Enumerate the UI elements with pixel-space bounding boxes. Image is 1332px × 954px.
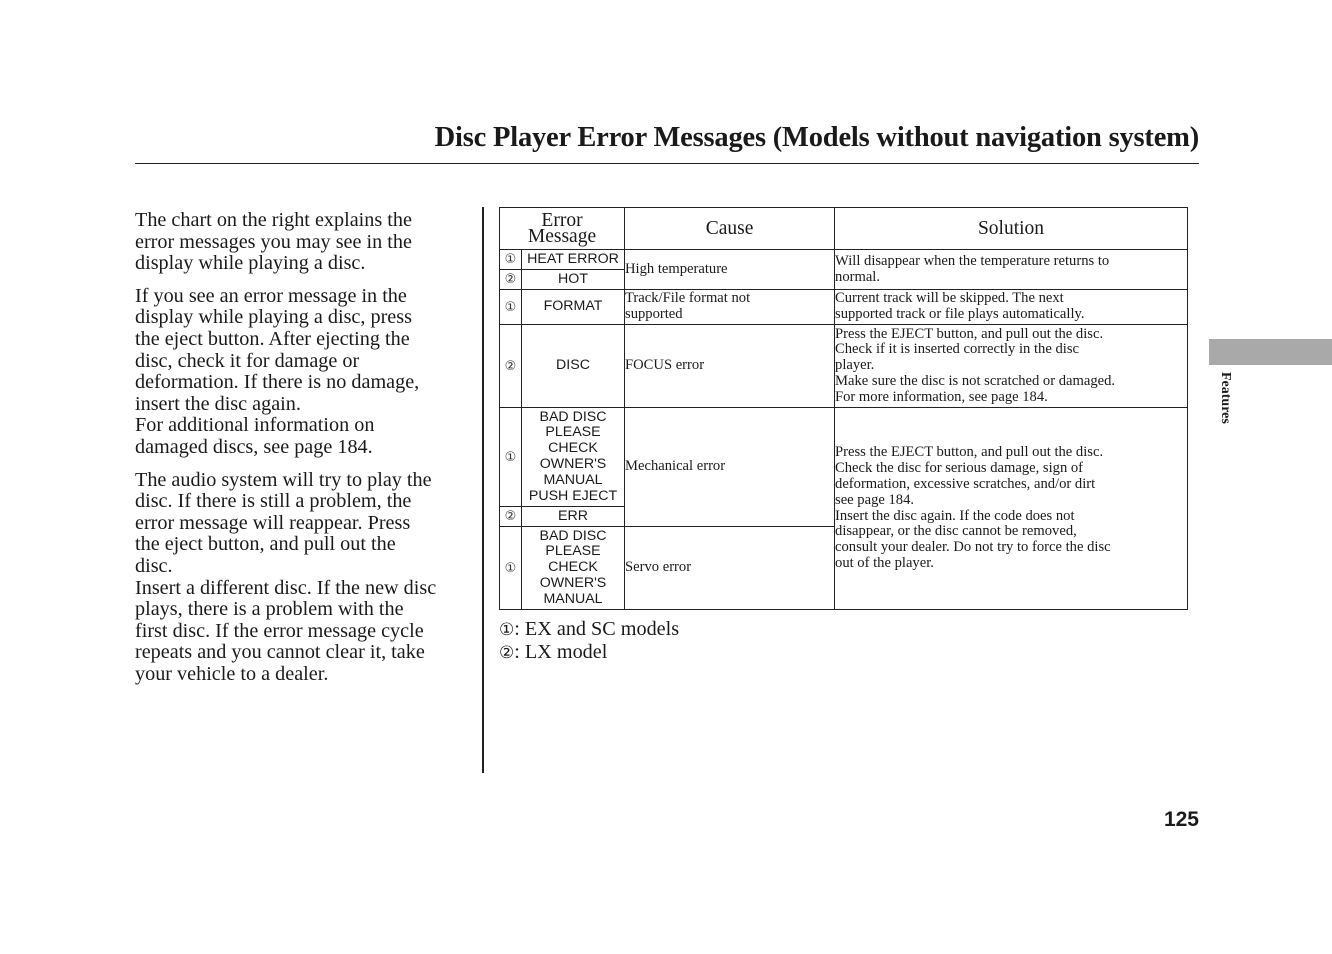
solution-cell (835, 408, 1188, 610)
column-divider (482, 207, 484, 773)
solution-line: For more information, see page 184. (835, 388, 1048, 405)
legend-row (499, 618, 679, 641)
model-mark: ① (500, 250, 522, 270)
text-line: plays, there is a problem with the (135, 598, 404, 621)
text-line: disc. If there is still a problem, the (135, 490, 412, 513)
text-line: your vehicle to a dealer. (135, 662, 329, 685)
message-line: PUSH EJECT (528, 487, 618, 504)
text-line: repeats and you cannot clear it, take (135, 641, 425, 664)
message-line: OWNER'S (539, 574, 607, 591)
legend-text: : EX and SC models (514, 618, 680, 640)
solution-line: see page 184. (835, 491, 915, 508)
solution-line: Check the disc for serious damage, sign of (835, 460, 1084, 477)
message-line: MANUAL (543, 590, 603, 607)
solution-line: deformation, excessive scratches, and/or dirt (835, 475, 1096, 492)
text-line: display while playing a disc, press (135, 306, 412, 329)
solution-line: Make sure the disc is not scratched or damaged. (835, 372, 1116, 389)
header-line: Message (527, 225, 597, 247)
solution-line: out of the player. (835, 554, 934, 571)
cause-line: supported (625, 306, 683, 322)
error-message-cell (522, 527, 625, 610)
message-line: BAD DISC (539, 408, 607, 425)
text-line: the eject button. After ejecting the (135, 327, 410, 350)
cause-cell: FOCUS error (625, 325, 835, 408)
message-line: PLEASE (545, 543, 601, 560)
table-row (500, 325, 1188, 408)
model-mark: ① (500, 408, 522, 507)
solution-line: player. (835, 357, 875, 374)
cause-cell: High temperature (625, 250, 835, 290)
table-header-row (500, 208, 1188, 250)
page-number: 125 (1163, 808, 1199, 831)
solution-line: Press the EJECT button, and pull out the disc. (835, 325, 1104, 342)
text-line: The chart on the right explains the (135, 209, 412, 231)
solution-line: supported track or file plays automatically. (835, 306, 1085, 322)
legend-mark: ① (499, 620, 515, 640)
header-error-message (500, 208, 625, 250)
cause-line: Track/File format not (625, 290, 751, 307)
solution-line: Press the EJECT button, and pull out the disc. (835, 444, 1104, 461)
message-line: CHECK (548, 559, 598, 576)
error-message-cell: FORMAT (522, 290, 625, 325)
solution-line: consult your dealer. Do not try to force the disc (835, 539, 1111, 556)
intro-paragraph-1 (135, 210, 471, 275)
legend-row (499, 641, 679, 664)
message-line: BAD DISC (539, 527, 607, 544)
header-solution: Solution (835, 208, 1188, 250)
section-label: Features (1218, 372, 1233, 424)
message-line: PLEASE (545, 424, 601, 441)
text-line: error message will reappear. Press (135, 511, 411, 534)
message-line: MANUAL (543, 471, 603, 488)
model-mark: ① (500, 527, 522, 610)
header-line: Error (541, 209, 583, 231)
solution-line: Current track will be skipped. The next (835, 290, 1064, 307)
text-line: first disc. If the error message cycle (135, 619, 424, 642)
error-message-cell: ERR (522, 507, 625, 527)
intro-text (135, 210, 471, 696)
solution-line: Will disappear when the temperature returns to (835, 252, 1110, 269)
title-divider (135, 163, 1199, 164)
error-message-cell: DISC (522, 325, 625, 408)
page-title: Disc Player Error Messages (Models without navigation system) (434, 122, 1199, 153)
error-message-cell: HEAT ERROR (522, 250, 625, 270)
solution-line: disappear, or the disc cannot be removed, (835, 523, 1077, 540)
legend-text: : LX model (514, 641, 608, 663)
error-message-cell (522, 408, 625, 507)
error-message-table (499, 207, 1188, 610)
model-mark: ① (500, 290, 522, 325)
text-line: For additional information on (135, 414, 375, 437)
solution-cell (835, 325, 1188, 408)
legend-mark: ② (499, 643, 515, 663)
intro-paragraph-3 (135, 470, 471, 686)
section-tab (1209, 339, 1332, 365)
text-line: error messages you may see in the (135, 230, 412, 253)
text-line: If you see an error message in the (135, 284, 407, 307)
text-line: insert the disc again. (135, 392, 301, 415)
cause-cell (625, 290, 835, 325)
solution-line: Insert the disc again. If the code does not (835, 507, 1075, 524)
text-line: damaged discs, see page 184. (135, 435, 373, 458)
cause-cell: Servo error (625, 527, 835, 610)
header-cause: Cause (625, 208, 835, 250)
table-row (500, 250, 1188, 270)
solution-line: normal. (835, 268, 881, 285)
cause-cell: Mechanical error (625, 408, 835, 527)
text-line: The audio system will try to play the (135, 468, 432, 491)
solution-cell (835, 290, 1188, 325)
model-mark: ② (500, 507, 522, 527)
text-line: disc. (135, 554, 173, 577)
text-line: Insert a different disc. If the new disc (135, 576, 437, 599)
text-line: deformation. If there is no damage, (135, 371, 420, 394)
solution-line: Check if it is inserted correctly in the disc (835, 341, 1079, 358)
table-row (500, 290, 1188, 325)
message-line: OWNER'S (539, 456, 607, 472)
text-line: display while playing a disc. (135, 252, 366, 275)
model-mark: ② (500, 270, 522, 290)
text-line: the eject button, and pull out the (135, 533, 396, 556)
intro-paragraph-2 (135, 286, 471, 459)
message-line: CHECK (548, 440, 598, 457)
error-message-cell: HOT (522, 270, 625, 290)
solution-cell (835, 250, 1188, 290)
table-row (500, 408, 1188, 507)
model-legend (499, 618, 679, 664)
text-line: disc, check it for damage or (135, 349, 360, 372)
model-mark: ② (500, 325, 522, 408)
